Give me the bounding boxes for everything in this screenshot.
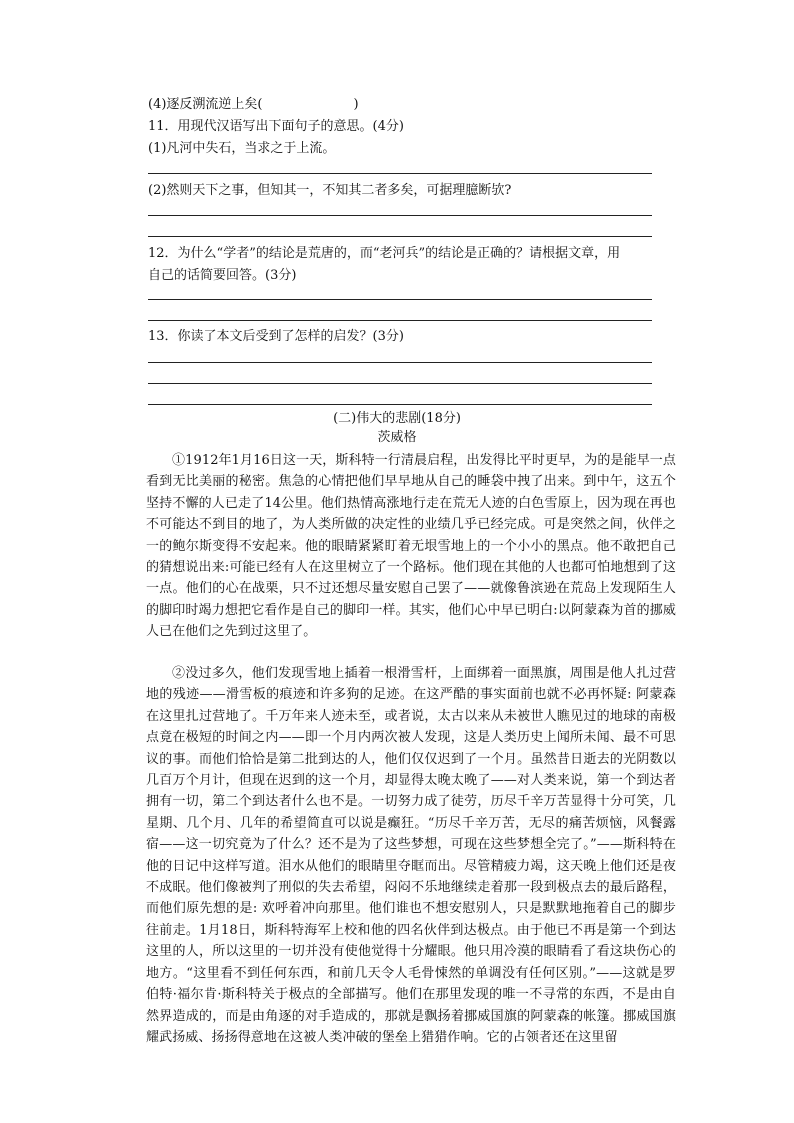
answer-line[interactable]	[148, 236, 652, 237]
answer-line[interactable]	[148, 215, 652, 216]
q13-title: 13．你读了本文后受到了怎样的启发？(3分)	[148, 329, 404, 344]
answer-line[interactable]	[148, 362, 652, 363]
q11-title: 11．用现代汉语写出下面句子的意思。(4分)	[148, 119, 404, 134]
q10-item-4: (4)逐反溯流逆上矣( )	[148, 97, 359, 112]
answer-line[interactable]	[148, 320, 652, 321]
q12-title-line1: 12．为什么“学者”的结论是荒唐的，而“老河兵”的结论是正确的？请根据文章，用	[148, 246, 621, 261]
q11-sentence-2: (2)然则天下之事，但知其一，不知其二者多矣，可据理臆断欤?	[148, 183, 512, 198]
paragraph-2: ②没过多久，他们发现雪地上插着一根滑雪杆，上面绑着一面黑旗，周围是他人扎过营地的残迹——滑雪板的痕迹和许多狗的足迹。在这严酷的事实面前也就不必再怀疑: 阿蒙森在这里扎过营地了。千万年来人迹未至，或者说，太古以来从未被世人瞧见过的地球的南极点竟在极短的时间之内——即一个月内两次被人发现，这是人类历史上闻所未闻、最不可思议的事。而他们恰恰是第二批到达的人，他们仅仅迟到了一个月。虽然昔日逝去的光阴数以几百万个月计，但现在迟到的这一个月，却显得太晚太晚了——对人类来说，第一个到达者拥有一切，第二个到达者什么也不是。一切努力成了徒劳，历尽千辛万苦显得十分可笑，几星期、几个月、几年的希望简直可以说是癫狂。“历尽千辛万苦，无尽的痛苦烦恼，风餐露宿——这一切究竟为了什么？还不是为了这些梦想，可现在这些梦想全完了。”——斯科特在他的日记中这样写道。泪水从他们的眼睛里夺眶而出。尽管精疲力竭，这天晚上他们还是夜不成眠。他们像被判了刑似的失去希望，闷闷不乐地继续走着那一段到极点去的最后路程，而他们原先想的是: 欢呼着冲向那里。他们谁也不想安慰别人，只是默默地拖着自己的脚步往前走。1月18日，斯科特海军上校和他的四名伙伴到达极点。由于他已不再是第一个到达这里的人，所以这里的一切并没有使他觉得十分耀眼。他只用冷漠的眼睛看了看这块伤心的地方。“这里看不到任何东西，和前几天令人毛骨悚然的单调没有任何区别。”——这就是罗伯特·福尔肯·斯科特关于极点的全部描写。他们在那里发现的唯一不寻常的东西，不是由自然界造成的，而是由角逐的对手造成的，那就是飘扬着挪威国旗的阿蒙森的帐篷。挪威国旗耀武扬威、扬扬得意地在这被人类冲破的堡垒上猎猎作响。它的占领者还在这里留	[146, 666, 676, 1045]
paragraph-1: ①1912年1月16日这一天，斯科特一行清晨启程，出发得比平时更早，为的是能早一点看到无比美丽的秘密。焦急的心情把他们早早地从自己的睡袋中拽了出来。到中午，这五个坚持不懈的人已走了14公里。他们热情高涨地行走在荒无人迹的白色雪原上，因为现在再也不可能达不到目的地了，为人类所做的决定性的业绩几乎已经完成。可是突然之间，伙伴之一的鲍尔斯变得不安起来。他的眼睛紧紧盯着无垠雪地上的一个小小的黑点。他不敢把自己的猜想说出来:可能已经有人在这里树立了一个路标。他们现在其他的人也都可怕地想到了这一点。他们的心在战栗，只不过还想尽量安慰自己罢了——就像鲁滨逊在荒岛上发现陌生人的脚印时竭力想把它看作是自己的脚印一样。其实，他们心中早已明白:以阿蒙森为首的挪威人已在他们之先到过这里了。	[146, 453, 676, 640]
answer-line[interactable]	[148, 173, 652, 174]
answer-line[interactable]	[148, 404, 652, 405]
q11-sentence-1: (1)凡河中失石，当求之于上流。	[148, 141, 336, 156]
answer-line[interactable]	[148, 383, 652, 384]
author-name: 茨威格	[377, 430, 417, 445]
section-title: (二)伟大的悲剧(18分)	[333, 411, 461, 426]
answer-line[interactable]	[148, 299, 652, 300]
q12-title-line2: 自己的话简要回答。(3分)	[148, 268, 297, 283]
